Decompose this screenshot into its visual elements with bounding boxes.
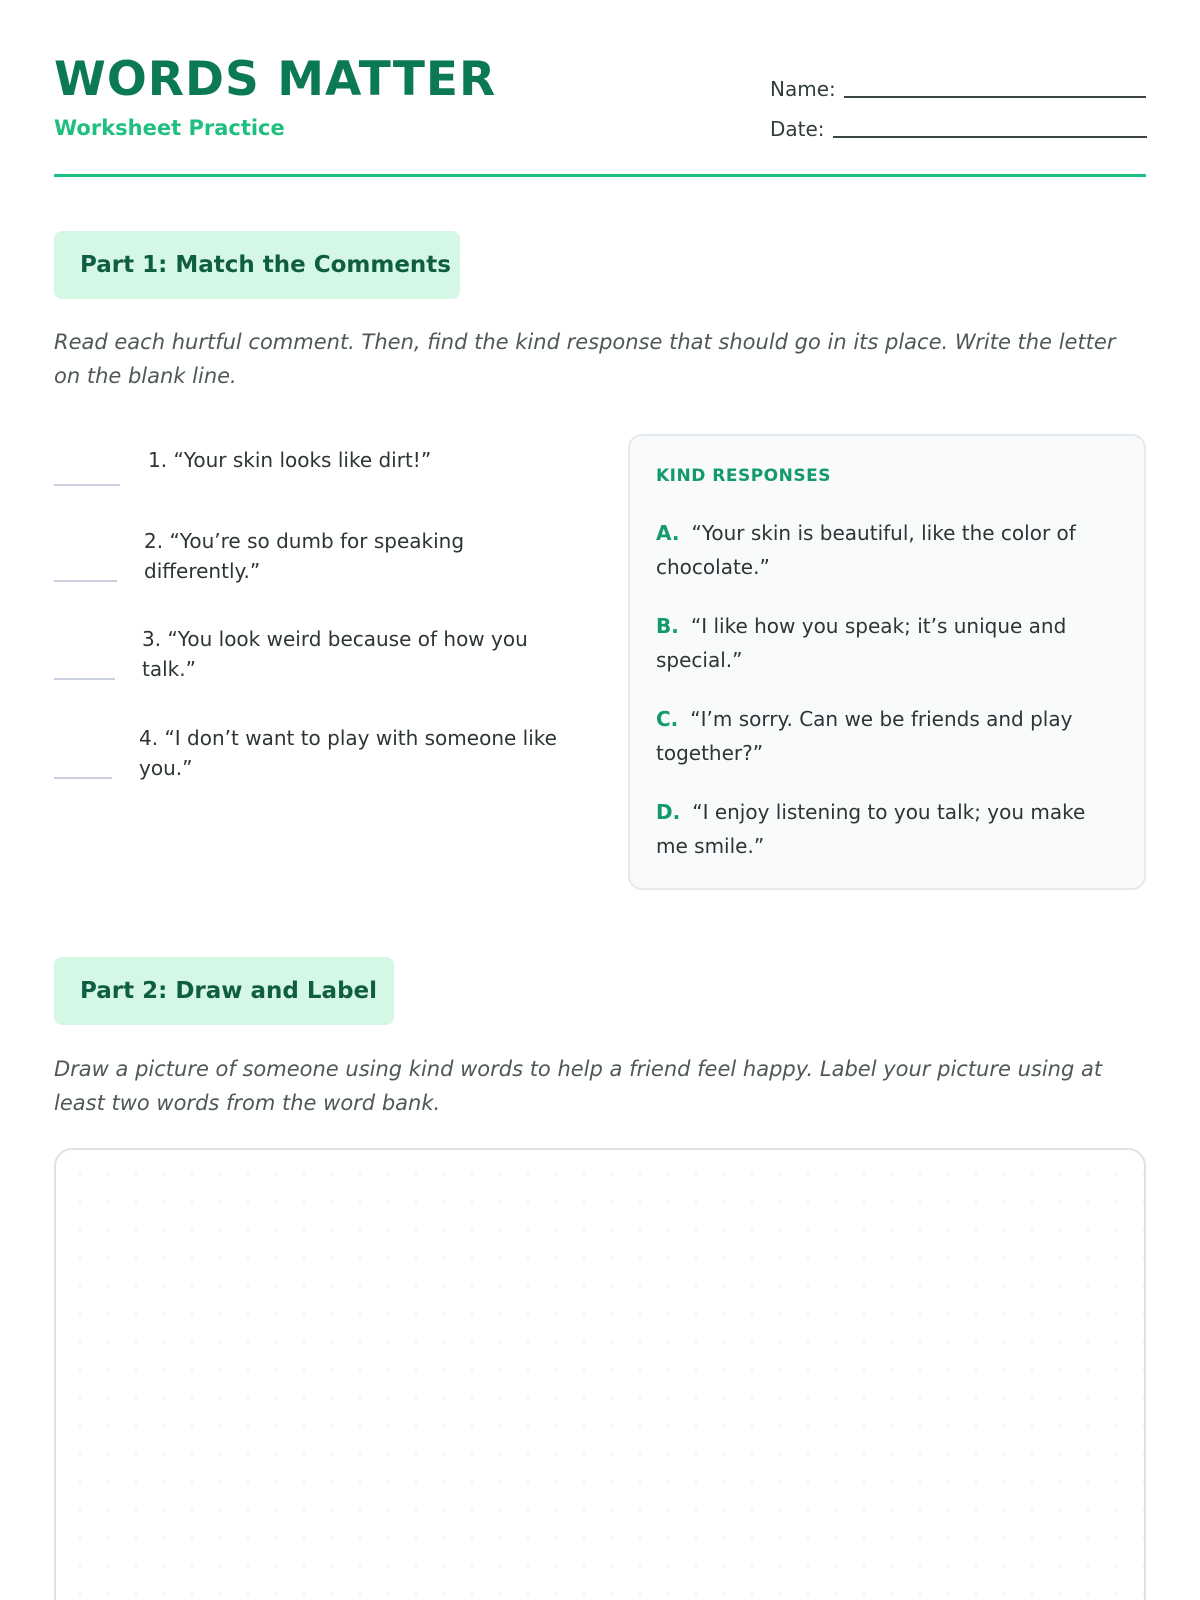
comment-item	[54, 520, 594, 590]
response-item	[656, 516, 1116, 584]
response-item	[656, 609, 1116, 677]
comment-text: 2. “You’re so dumb for speaking differently.”	[144, 529, 465, 583]
comment-text: 3. “You look weird because of how you talk.”	[142, 627, 528, 681]
part2-heading: Part 2: Draw and Label	[54, 957, 394, 1025]
worksheet-subtitle: Worksheet Practice	[54, 116, 285, 140]
response-item	[656, 795, 1116, 863]
response-item	[656, 702, 1116, 770]
answer-blank[interactable]	[54, 580, 117, 582]
response-text: “I enjoy listening to you talk; you make me smile.”	[656, 800, 1086, 858]
date-blank-line[interactable]	[833, 120, 1147, 138]
worksheet-header	[54, 52, 1146, 176]
worksheet-title: WORDS MATTER	[54, 52, 497, 107]
response-text: “Your skin is beautiful, like the color of chocolate.”	[656, 521, 1076, 579]
response-text: “I’m sorry. Can we be friends and play together?”	[656, 707, 1073, 765]
comment-item	[54, 440, 594, 490]
drawing-area[interactable]	[54, 1148, 1146, 1600]
part2-instructions: Draw a picture of someone using kind words to help a friend feel happy. Label your picture using at least two words from the word bank.	[54, 1057, 1103, 1115]
answer-blank[interactable]	[54, 777, 112, 779]
worksheet-page	[54, 0, 1146, 1600]
response-letter: D.	[656, 800, 681, 824]
response-letter: B.	[656, 614, 679, 638]
kind-responses-heading: KIND RESPONSES	[656, 466, 831, 486]
date-field[interactable]	[770, 117, 1147, 141]
comment-item	[54, 717, 594, 787]
part1-heading: Part 1: Match the Comments	[54, 231, 460, 299]
answer-blank[interactable]	[54, 484, 120, 486]
name-blank-line[interactable]	[844, 80, 1146, 98]
comment-item	[54, 618, 594, 688]
header-divider	[54, 174, 1146, 177]
response-letter: A.	[656, 521, 680, 545]
name-label: Name:	[770, 77, 836, 101]
response-text: “I like how you speak; it’s unique and special.”	[656, 614, 1067, 672]
kind-responses-box	[628, 434, 1146, 890]
comment-text: 4. “I don’t want to play with someone like you.”	[139, 726, 557, 780]
part1-instructions: Read each hurtful comment. Then, find the kind response that should go in its place. Write the letter on the blank line.	[54, 330, 1116, 388]
date-label: Date:	[770, 117, 825, 141]
comment-text: 1. “Your skin looks like dirt!”	[148, 448, 432, 472]
response-letter: C.	[656, 707, 679, 731]
name-field[interactable]	[770, 77, 1146, 101]
answer-blank[interactable]	[54, 678, 115, 680]
